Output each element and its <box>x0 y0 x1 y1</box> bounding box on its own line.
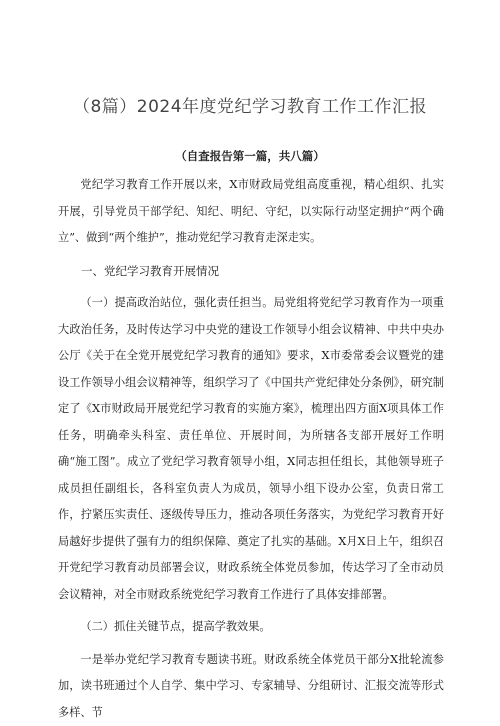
document-body <box>58 172 444 726</box>
paragraph-2: （二）抓住关键节点，提高学教效果。 <box>58 614 444 641</box>
section-heading-prefix: 一、党纪学习 <box>81 264 150 278</box>
paragraph-1: （一）提高政治站位，强化责任担当。局党组将党纪学习教育作为一项重大政治任务，及时传达学习中央党的建设工作领导小组会议精神、中共中央办公厅《关于在全党开展党纪学习教育的通知》要求，X市委常委会议暨党的建设工作领导小组会议精神等，组织学习了《中国共产党纪律处分条例》，研究制定了《X市财政局开展党纪学习教育的实施方案》，梳理出四方面X项具体工作任务，明确牵头科室、责任单位、开展时间，为所辖各支部开展好工作明确“施工图”。成立了党纪学习教育领导小组，X同志担任组长，其他领导班子成员担任副组长，各科室负责人为成员，领导小组下设办公室，负责日常工作，拧紧压实责任、逐级传导压力，推动各项任务落实，为党纪学习教育开好局越好步提供了强有力的组织保障、奠定了扎实的基础。X月X日上午，组织召开党纪学习教育动员部署会议，财政系统全体党员参加，传达学习了全市动员会议精神，对全市财政系统党纪学习教育工作进行了具体安排部署。 <box>58 290 444 608</box>
intro-paragraph: 党纪学习教育工作开展以来，X市财政局党组高度重视，精心组织、扎实开展，引导党员干部学纪、知纪、明纪、守纪，以实际行动坚定拥护“两个确立”、做到“两个维护”，推动党纪学习教育走深走实。 <box>58 172 444 252</box>
section-heading-suffix: 教育开展情况 <box>150 264 219 278</box>
document-subtitle: （自查报告第一篇，共八篇） <box>0 148 500 164</box>
document-title: （8篇）2024年度党纪学习教育工作工作汇报 <box>0 92 500 117</box>
section-heading <box>58 258 444 285</box>
paragraph-3: 一是举办党纪学习教育专题读书班。财政系统全体党员干部分X批轮流参加，读书班通过个人自学、集中学习、专家辅导、分组研讨、汇报交流等形式多样、节 <box>58 647 444 726</box>
